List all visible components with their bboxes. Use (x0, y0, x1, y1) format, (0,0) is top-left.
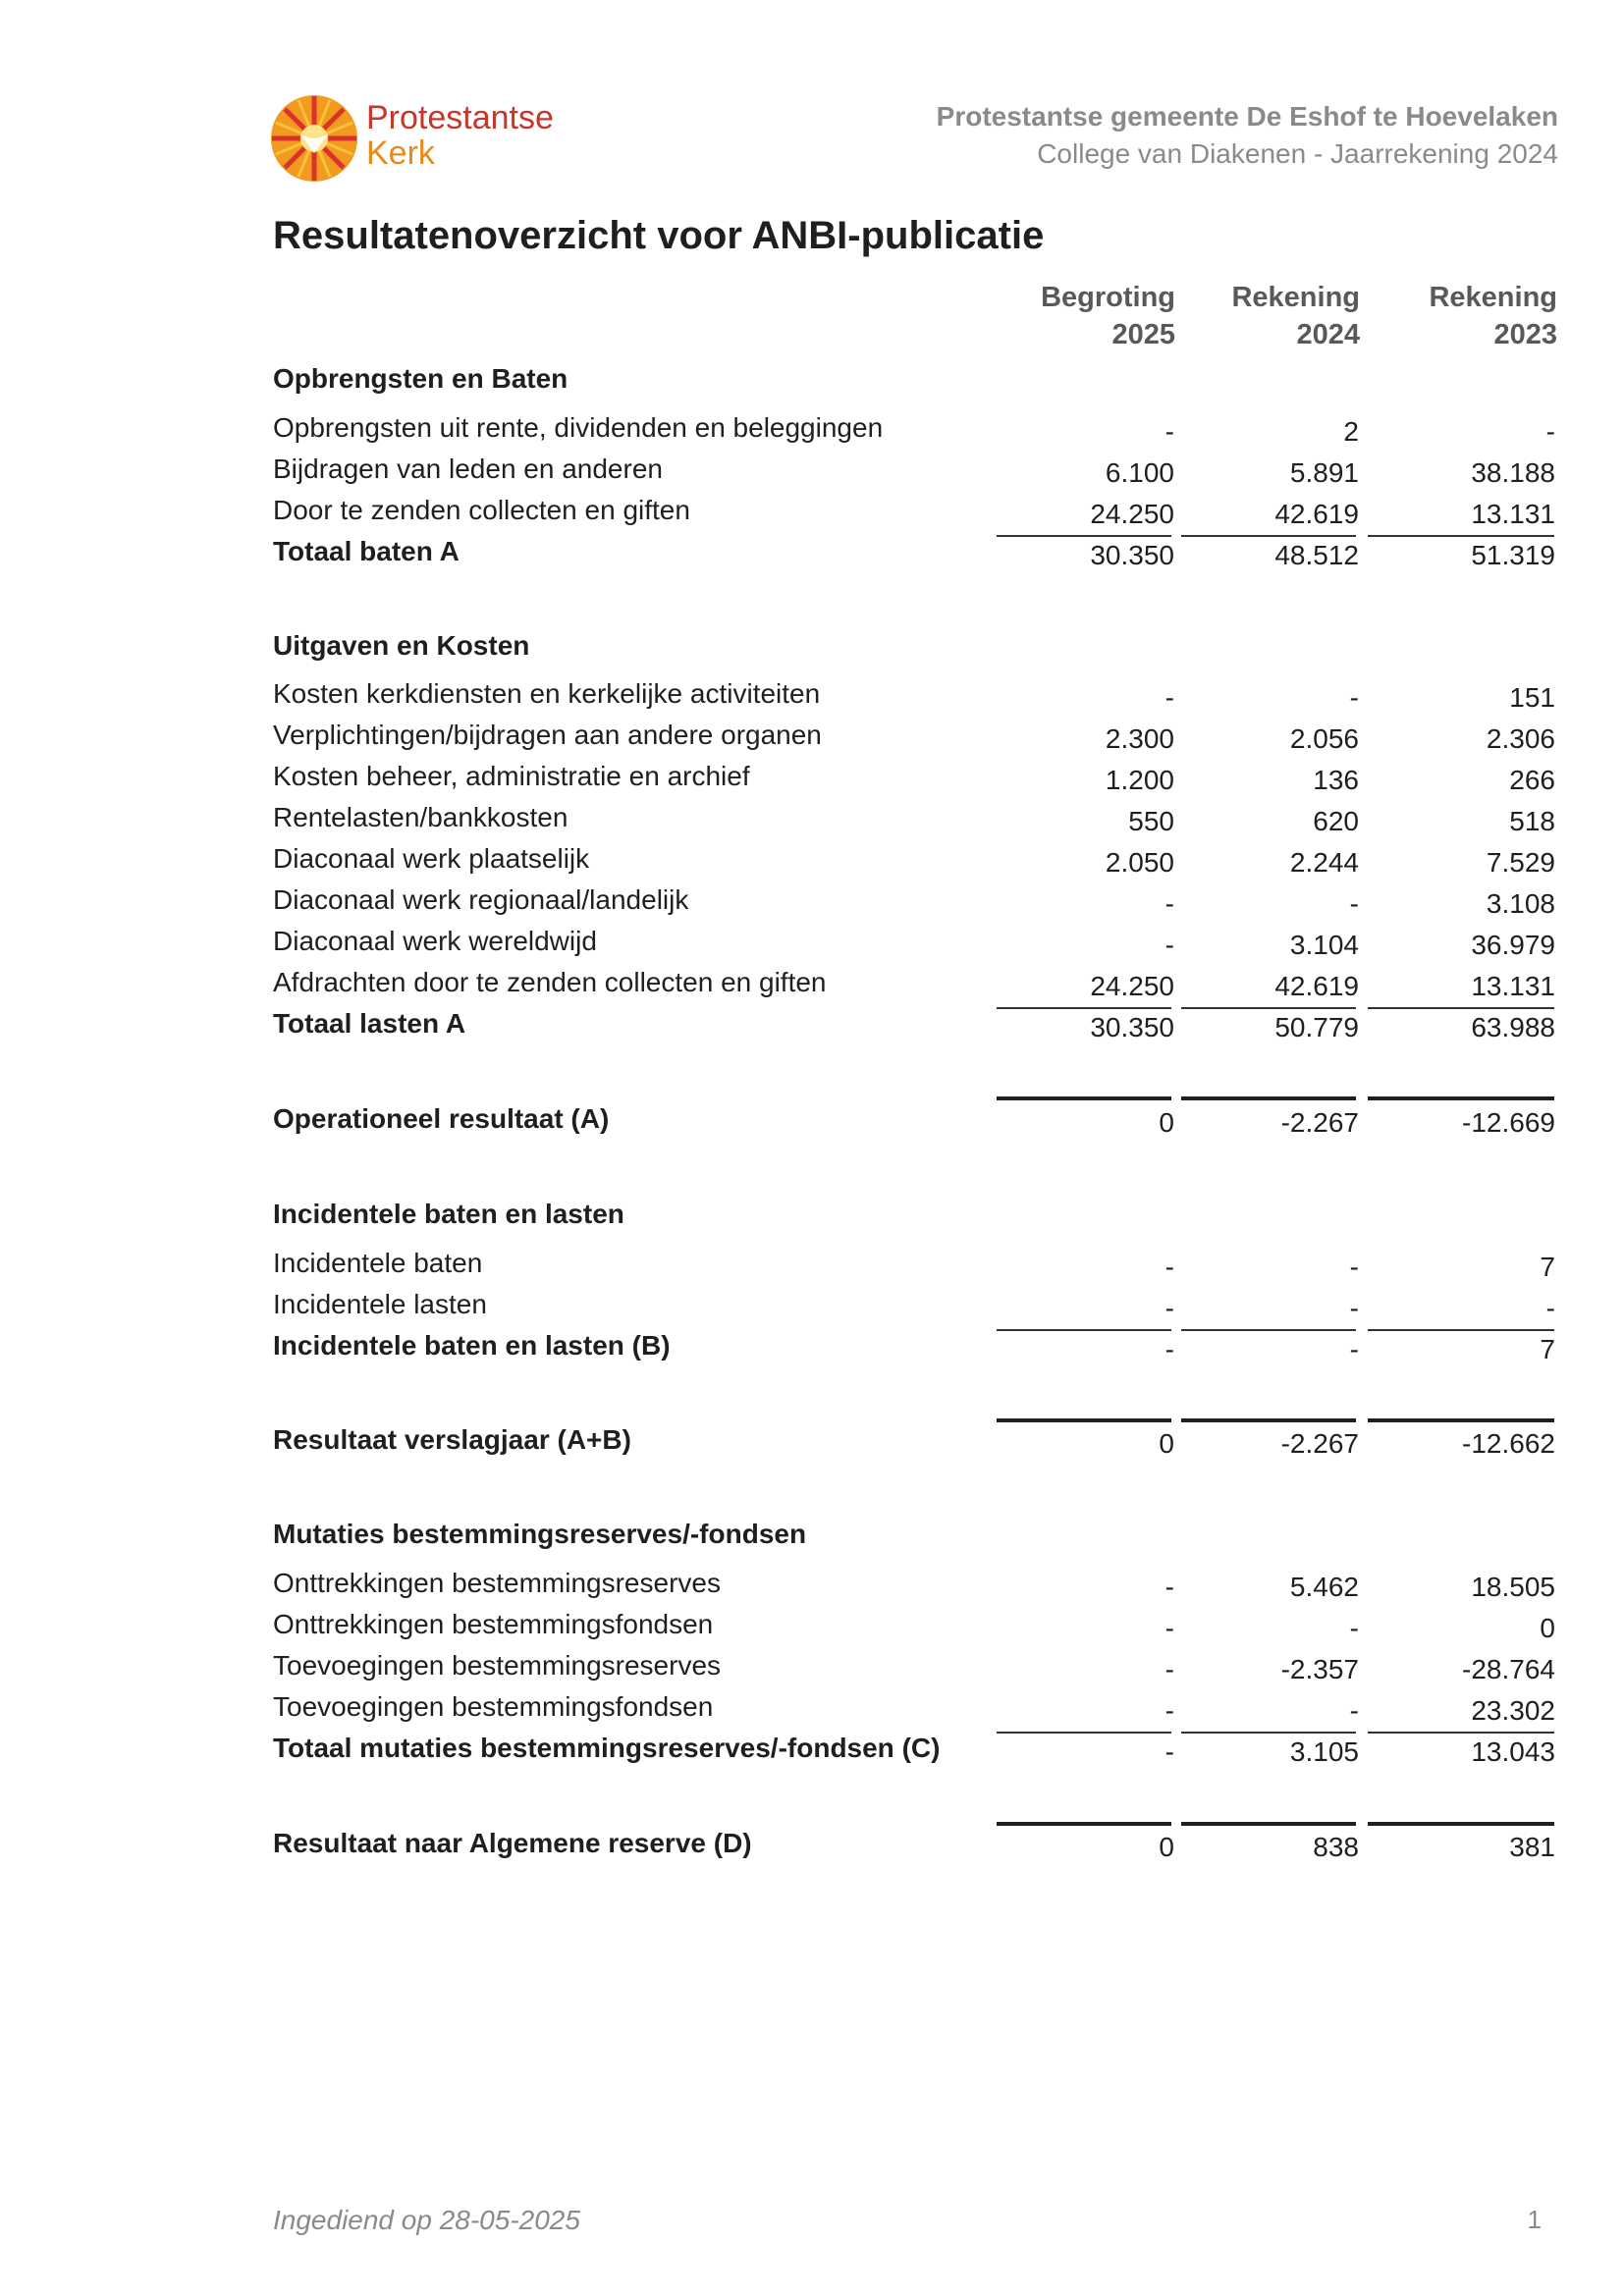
value-2024: 2 (1343, 416, 1359, 447)
logo-line2: Kerk (366, 134, 435, 172)
result-line (1181, 1822, 1356, 1826)
value-2023: 51.319 (1471, 540, 1555, 570)
org-subtitle: College van Diakenen - Jaarrekening 2024 (1037, 138, 1558, 169)
table-row (0, 802, 1624, 841)
value-2023: 3.108 (1486, 888, 1555, 919)
column-header-year: 2025 (1111, 319, 1175, 350)
value-2023: 36.979 (1471, 930, 1555, 960)
row-label: Afdrachten door te zenden collecten en giften (273, 967, 827, 997)
row-label: Totaal lasten A (273, 1008, 466, 1039)
value-2023: 18.505 (1471, 1572, 1555, 1602)
row-label: Diaconaal werk wereldwijd (273, 926, 597, 956)
cross-dove-logo-icon (270, 94, 358, 183)
value-2024: 136 (1313, 765, 1359, 795)
value-2023: 13.131 (1471, 499, 1555, 529)
row-label: Onttrekkingen bestemmingsreserves (273, 1568, 721, 1598)
result-line (1181, 1418, 1356, 1422)
table-row (0, 1691, 1624, 1731)
table-row (0, 1609, 1624, 1648)
value-2024: - (1349, 888, 1359, 919)
table-row (0, 1248, 1624, 1287)
value-2024: - (1349, 1334, 1359, 1364)
row-label: Totaal mutaties bestemmingsreserves/-fondsen (C) (273, 1733, 941, 1763)
org-name: Protestantse gemeente De Eshof te Hoevelaken (936, 101, 1558, 132)
value-2025: 0 (1159, 1832, 1174, 1862)
result-line (997, 1096, 1171, 1100)
result-line (997, 1418, 1171, 1422)
value-2025: - (1164, 1695, 1174, 1726)
table-row (0, 454, 1624, 493)
value-2024: - (1349, 1252, 1359, 1282)
row-label: Kosten beheer, administratie en archief (273, 761, 750, 791)
value-2023: 13.043 (1471, 1736, 1555, 1767)
row-label: Rentelasten/bankkosten (273, 802, 568, 832)
table-row (0, 761, 1624, 800)
value-2023: -12.669 (1462, 1107, 1555, 1138)
value-2023: 7.529 (1486, 847, 1555, 878)
value-2023: -12.662 (1462, 1428, 1555, 1459)
column-header-rekening-2023 (1380, 279, 1557, 353)
document-header (937, 98, 1558, 173)
total-row (0, 1330, 1624, 1369)
value-2024: 3.104 (1289, 930, 1359, 960)
value-2023: 151 (1509, 682, 1555, 713)
row-label: Opbrengsten uit rente, dividenden en beleggingen (273, 412, 884, 443)
table-row (0, 495, 1624, 534)
row-label: Resultaat naar Algemene reserve (D) (273, 1828, 752, 1858)
value-2025: - (1164, 888, 1174, 919)
table-row (0, 1289, 1624, 1328)
column-header-label: Rekening (1231, 282, 1360, 313)
value-2024: 838 (1313, 1832, 1359, 1862)
value-2024: -2.267 (1280, 1428, 1359, 1459)
value-2024: -2.357 (1280, 1654, 1359, 1684)
row-label: Resultaat verslagjaar (A+B) (273, 1424, 631, 1455)
value-2025: - (1164, 1654, 1174, 1684)
value-2023: 13.131 (1471, 971, 1555, 1001)
table-row (0, 720, 1624, 759)
column-header-label: Rekening (1429, 282, 1557, 313)
row-label: Diaconaal werk plaatselijk (273, 843, 590, 874)
value-2023: 23.302 (1471, 1695, 1555, 1726)
value-2023: 7 (1540, 1252, 1555, 1282)
row-label: Incidentele baten en lasten (B) (273, 1330, 671, 1361)
value-2025: - (1164, 930, 1174, 960)
value-2023: 518 (1509, 806, 1555, 836)
column-header-year: 2024 (1296, 319, 1360, 350)
page-title: Resultatenoverzicht voor ANBI-publicatie (273, 214, 1045, 257)
section-heading: Opbrengsten en Baten (273, 363, 568, 394)
value-2025: 24.250 (1090, 971, 1174, 1001)
row-label: Incidentele lasten (273, 1289, 487, 1319)
row-label: Operationeel resultaat (A) (273, 1103, 610, 1134)
value-2025: - (1164, 1293, 1174, 1323)
row-label: Incidentele baten (273, 1248, 483, 1278)
section-heading: Mutaties bestemmingsreserves/-fondsen (273, 1519, 807, 1549)
section-heading: Incidentele baten en lasten (273, 1199, 624, 1229)
section-heading-mutaties (0, 1519, 1624, 1558)
total-row (0, 536, 1624, 575)
table-row (0, 1650, 1624, 1689)
value-2024: 5.462 (1289, 1572, 1359, 1602)
value-2024: 42.619 (1274, 499, 1359, 529)
value-2024: 5.891 (1289, 457, 1359, 488)
result-line (1181, 1096, 1356, 1100)
value-2024: -2.267 (1280, 1107, 1359, 1138)
result-line (997, 1822, 1171, 1826)
value-2025: - (1164, 1252, 1174, 1282)
value-2024: 50.779 (1274, 1012, 1359, 1042)
value-2023: -28.764 (1462, 1654, 1555, 1684)
section-heading: Uitgaven en Kosten (273, 630, 530, 661)
value-2025: 2.300 (1105, 723, 1174, 754)
value-2025: 0 (1159, 1107, 1174, 1138)
column-header-label: Begroting (1041, 282, 1175, 313)
table-row (0, 1568, 1624, 1607)
value-2023: - (1545, 1293, 1555, 1323)
value-2025: - (1164, 1736, 1174, 1767)
row-label: Verplichtingen/bijdragen aan andere organen (273, 720, 822, 750)
value-2023: 63.988 (1471, 1012, 1555, 1042)
result-line (1368, 1822, 1554, 1826)
logo-line1: Protestantse (366, 99, 554, 136)
value-2025: 2.050 (1105, 847, 1174, 878)
value-2024: 620 (1313, 806, 1359, 836)
value-2025: 550 (1128, 806, 1174, 836)
result-line (1368, 1418, 1554, 1422)
logo-text (366, 100, 554, 171)
row-label: Bijdragen van leden en anderen (273, 454, 663, 484)
value-2023: 0 (1540, 1613, 1555, 1643)
total-row (0, 1733, 1624, 1772)
value-2024: 48.512 (1274, 540, 1359, 570)
value-2025: - (1164, 1572, 1174, 1602)
value-2024: 2.056 (1289, 723, 1359, 754)
value-2023: - (1545, 416, 1555, 447)
value-2025: 30.350 (1090, 540, 1174, 570)
section-heading-incidenteel (0, 1199, 1624, 1238)
value-2025: 0 (1159, 1428, 1174, 1459)
value-2024: 42.619 (1274, 971, 1359, 1001)
value-2024: - (1349, 1695, 1359, 1726)
page-number: 1 (1527, 2205, 1542, 2234)
value-2025: 24.250 (1090, 499, 1174, 529)
row-label: Diaconaal werk regionaal/landelijk (273, 884, 689, 915)
value-2023: 2.306 (1486, 723, 1555, 754)
value-2025: - (1164, 1613, 1174, 1643)
row-label: Kosten kerkdiensten en kerkelijke activiteiten (273, 678, 821, 709)
column-header-year: 2023 (1493, 319, 1557, 350)
total-row (0, 1008, 1624, 1047)
section-heading-lasten (0, 630, 1624, 669)
submitted-date: Ingediend op 28-05-2025 (273, 2205, 580, 2235)
row-label: Onttrekkingen bestemmingsfondsen (273, 1609, 714, 1639)
column-header-rekening-2024 (1183, 279, 1360, 353)
value-2023: 266 (1509, 765, 1555, 795)
row-label: Toevoegingen bestemmingsreserves (273, 1650, 722, 1681)
table-row (0, 926, 1624, 965)
value-2023: 7 (1540, 1334, 1555, 1364)
table-row (0, 884, 1624, 924)
row-label: Toevoegingen bestemmingsfondsen (273, 1691, 714, 1722)
value-2024: - (1349, 682, 1359, 713)
result-row (0, 1828, 1624, 1867)
column-header-begroting-2025 (999, 279, 1175, 353)
result-row (0, 1424, 1624, 1464)
value-2023: 381 (1509, 1832, 1555, 1862)
row-label: Totaal baten A (273, 536, 460, 566)
table-row (0, 678, 1624, 718)
value-2025: - (1164, 682, 1174, 713)
value-2025: - (1164, 416, 1174, 447)
value-2024: - (1349, 1613, 1359, 1643)
table-row (0, 967, 1624, 1006)
table-row (0, 412, 1624, 452)
value-2024: - (1349, 1293, 1359, 1323)
result-row (0, 1103, 1624, 1143)
value-2025: - (1164, 1334, 1174, 1364)
value-2025: 1.200 (1105, 765, 1174, 795)
value-2023: 38.188 (1471, 457, 1555, 488)
value-2025: 30.350 (1090, 1012, 1174, 1042)
result-line (1368, 1096, 1554, 1100)
church-logo (270, 94, 584, 185)
value-2024: 3.105 (1289, 1736, 1359, 1767)
section-heading-baten (0, 363, 1624, 402)
value-2024: 2.244 (1289, 847, 1359, 878)
row-label: Door te zenden collecten en giften (273, 495, 690, 525)
table-row (0, 843, 1624, 882)
value-2025: 6.100 (1105, 457, 1174, 488)
